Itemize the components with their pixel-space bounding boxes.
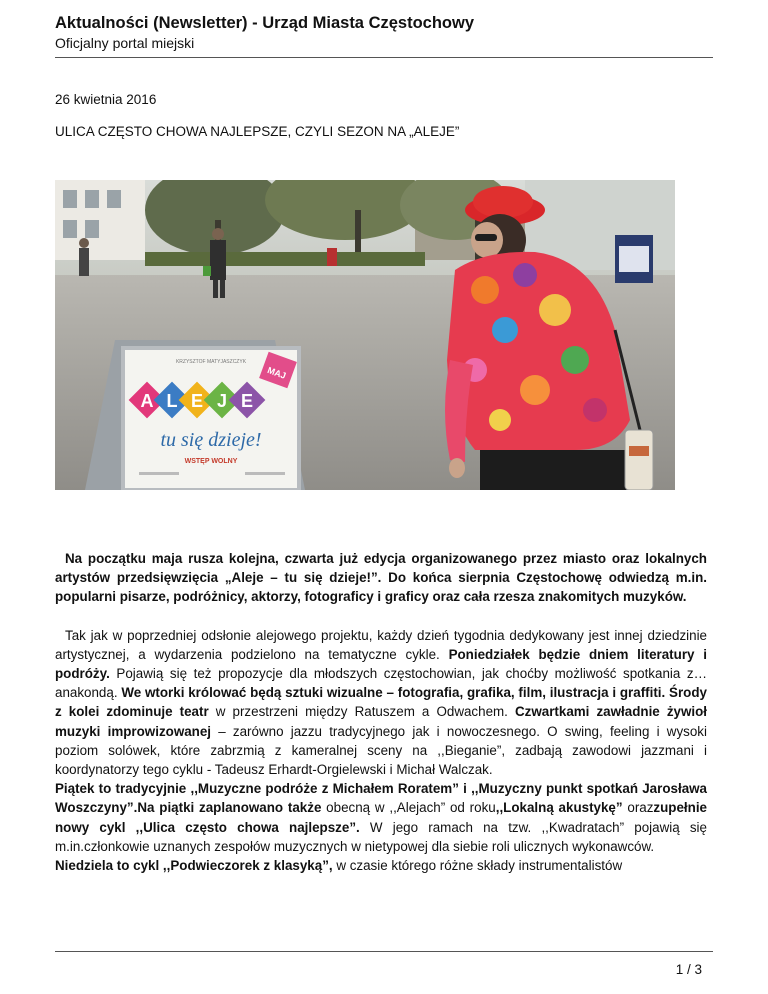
poster-ribbon: MAJ	[266, 364, 288, 381]
paragraph-text: W jego ramach na tzw. ,,Kwadratach” pojawią się m.in.członkowie uznanych zespołów muzycznych w nietypowej dla siebie roli ulicznych wykonawców.	[55, 819, 707, 854]
paragraph-bold: Piątek to tradycyjnie ,,Muzyczne podróże z Michałem Roratem” i ,,Muzyczny punkt spotkań Jarosława Woszczyny”.Na piątki zaplanowano także	[55, 781, 707, 816]
paragraph-text: – zarówno jazzu tradycyjnego jak i nowoczesnego. O swing, feeling i wysoki poziom solówek, które zabrzmią z kameralnej sceny na ,,Bieganie”, zadbają zawodowi jazzmani i koordynatorzy tego cyklu - Tadeusz Erhardt-Orgielewski i Michał Walczak.	[55, 723, 707, 778]
poster-letter-j: J	[216, 391, 228, 411]
paragraph-friday	[55, 779, 707, 856]
poster-letter-e2: E	[240, 391, 254, 411]
article-body	[55, 549, 707, 875]
header-divider	[55, 57, 713, 58]
article-date: 26 kwietnia 2016	[55, 92, 157, 107]
footer-divider	[55, 951, 713, 952]
paragraph-bold: Poniedziałek będzie dniem literatury i podróży.	[55, 646, 707, 682]
poster-letter-e: E	[190, 391, 204, 411]
paragraph-bold: We wtorki królować będą sztuki wizualne – fotografia, grafika, film, ilustracja i graffiti. Środy z kolei zdominuje teatr	[55, 685, 707, 720]
paragraph-bold: ,,Lokalną akustykę”	[495, 800, 623, 816]
poster-top-text: KRZYSZTOF MATYJASZCZYK	[175, 359, 247, 365]
header	[55, 12, 713, 52]
article-photo	[55, 180, 675, 490]
paragraph-text: w przestrzeni między Ratuszem a Odwachem.	[208, 704, 515, 720]
paragraph-sunday	[55, 856, 707, 875]
page-number: 1 / 3	[675, 962, 702, 977]
poster-tagline: tu się dzieje!	[160, 429, 262, 451]
photo-scene	[55, 180, 675, 490]
site-subtitle: Oficjalny portal miejski	[55, 35, 195, 51]
poster-letter-l: L	[166, 391, 178, 411]
paragraph-bold: zupełnie nowy cykl ,,Ulica często chowa najlepsze”.	[55, 800, 707, 835]
site-title: Aktualności (Newsletter) - Urząd Miasta Częstochowy	[55, 14, 475, 32]
paragraph-text: oraz	[622, 800, 654, 816]
poster-letters	[129, 382, 266, 419]
paragraph-text: w czasie którego różne składy instrumentalistów	[332, 858, 623, 874]
paragraph-text: Pojawią się też propozycje dla młodszych częstochowian, jak choćby możliwość spotkania z… anakondą.	[55, 666, 707, 701]
paragraph-bold: Czwartkami zawładnie żywioł muzyki improwizowanej	[55, 704, 707, 739]
poster-entry: WSTĘP WOLNY	[184, 458, 238, 465]
lead-paragraph: Na początku maja rusza kolejna, czwarta już edycja organizowanego przez miasto oraz lokalnych artystów przedsięwzięcia „Aleje – tu się dzieje!”. Do końca sierpnia Częstochowę odwiedzą m.in. popularni pisarze, podróżnicy, aktorzy, fotograficy i graficy oraz cała rzesza znakomitych muzyków.	[55, 551, 707, 605]
poster-letter-a: A	[140, 391, 154, 411]
paragraph-weekdays	[55, 626, 707, 780]
paragraph-text: Tak jak w poprzedniej odsłonie alejowego projektu, każdy dzień tygodnia dedykowany jest innej dziedzinie artystycznej, a wydarzenia podzielono na tematyczne cykle.	[55, 627, 707, 662]
paragraph-bold: Niedziela to cykl ,,Podwieczorek z klasyką”,	[55, 858, 333, 874]
article-title: ULICA CZĘSTO CHOWA NAJLEPSZE, CZYLI SEZON NA „ALEJE”	[55, 124, 460, 139]
paragraph-text: obecną w ,,Alejach” od roku	[321, 800, 496, 816]
